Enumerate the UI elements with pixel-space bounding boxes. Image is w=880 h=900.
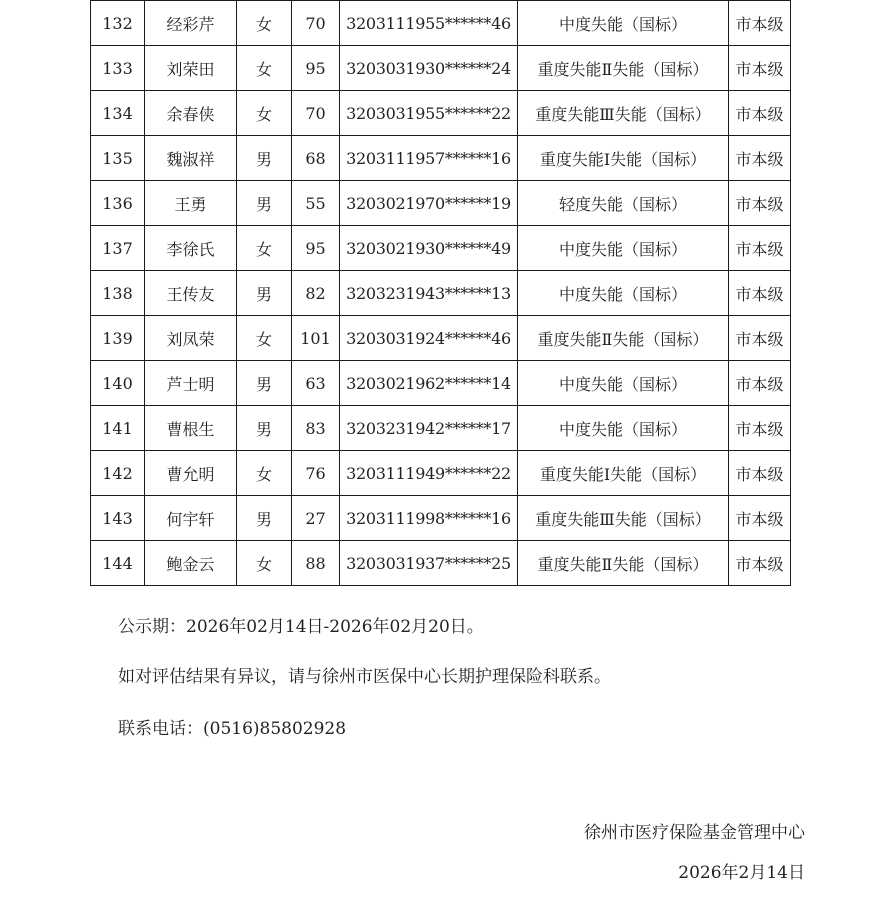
age-cell: 27 bbox=[292, 496, 340, 541]
sex-cell: 女 bbox=[237, 541, 292, 586]
row-number-cell: 138 bbox=[91, 271, 145, 316]
region-cell: 市本级 bbox=[729, 226, 791, 271]
id-number-cell: 3203021930******49 bbox=[340, 226, 518, 271]
row-number-cell: 137 bbox=[91, 226, 145, 271]
age-cell: 101 bbox=[292, 316, 340, 361]
table-row bbox=[91, 271, 791, 316]
id-number-cell: 3203111955******46 bbox=[340, 1, 518, 46]
region-cell: 市本级 bbox=[729, 361, 791, 406]
sex-cell: 女 bbox=[237, 226, 292, 271]
disability-level-cell: 中度失能（国标） bbox=[518, 406, 729, 451]
table-row bbox=[91, 46, 791, 91]
disability-level-cell: 重度失能Ⅲ失能（国标） bbox=[518, 91, 729, 136]
name-cell: 魏淑祥 bbox=[145, 136, 237, 181]
name-cell: 曹根生 bbox=[145, 406, 237, 451]
disability-level-cell: 重度失能Ⅰ失能（国标） bbox=[518, 451, 729, 496]
sex-cell: 男 bbox=[237, 181, 292, 226]
age-cell: 76 bbox=[292, 451, 340, 496]
id-number-cell: 3203231943******13 bbox=[340, 271, 518, 316]
age-cell: 88 bbox=[292, 541, 340, 586]
table-row bbox=[91, 181, 791, 226]
age-cell: 55 bbox=[292, 181, 340, 226]
name-cell: 李徐氏 bbox=[145, 226, 237, 271]
name-cell: 芦士明 bbox=[145, 361, 237, 406]
table-row bbox=[91, 226, 791, 271]
id-number-cell: 3203031930******24 bbox=[340, 46, 518, 91]
notice-period: 公示期：2026年02月14日-2026年02月20日。 bbox=[118, 617, 484, 637]
name-cell: 王勇 bbox=[145, 181, 237, 226]
disability-level-cell: 重度失能Ⅱ失能（国标） bbox=[518, 316, 729, 361]
table-row bbox=[91, 1, 791, 46]
row-number-cell: 143 bbox=[91, 496, 145, 541]
sex-cell: 女 bbox=[237, 316, 292, 361]
age-cell: 83 bbox=[292, 406, 340, 451]
signature-date: 2026年2月14日 bbox=[678, 863, 805, 883]
id-number-cell: 3203031955******22 bbox=[340, 91, 518, 136]
assessment-table-wrap bbox=[90, 0, 791, 586]
age-cell: 63 bbox=[292, 361, 340, 406]
id-number-cell: 3203111949******22 bbox=[340, 451, 518, 496]
region-cell: 市本级 bbox=[729, 451, 791, 496]
notice-phone: 联系电话：(0516)85802928 bbox=[118, 719, 347, 739]
id-number-cell: 3203021962******14 bbox=[340, 361, 518, 406]
row-number-cell: 139 bbox=[91, 316, 145, 361]
sex-cell: 男 bbox=[237, 406, 292, 451]
age-cell: 70 bbox=[292, 91, 340, 136]
row-number-cell: 140 bbox=[91, 361, 145, 406]
region-cell: 市本级 bbox=[729, 91, 791, 136]
name-cell: 王传友 bbox=[145, 271, 237, 316]
disability-level-cell: 轻度失能（国标） bbox=[518, 181, 729, 226]
sex-cell: 女 bbox=[237, 91, 292, 136]
row-number-cell: 141 bbox=[91, 406, 145, 451]
sex-cell: 女 bbox=[237, 46, 292, 91]
disability-level-cell: 中度失能（国标） bbox=[518, 361, 729, 406]
age-cell: 68 bbox=[292, 136, 340, 181]
row-number-cell: 134 bbox=[91, 91, 145, 136]
table-row bbox=[91, 406, 791, 451]
sex-cell: 男 bbox=[237, 361, 292, 406]
region-cell: 市本级 bbox=[729, 541, 791, 586]
region-cell: 市本级 bbox=[729, 46, 791, 91]
region-cell: 市本级 bbox=[729, 316, 791, 361]
notice-objection: 如对评估结果有异议，请与徐州市医保中心长期护理保险科联系。 bbox=[118, 667, 611, 687]
row-number-cell: 136 bbox=[91, 181, 145, 226]
id-number-cell: 3203031924******46 bbox=[340, 316, 518, 361]
name-cell: 余春侠 bbox=[145, 91, 237, 136]
name-cell: 何宇轩 bbox=[145, 496, 237, 541]
table-body bbox=[91, 1, 791, 586]
name-cell: 刘荣田 bbox=[145, 46, 237, 91]
id-number-cell: 3203111957******16 bbox=[340, 136, 518, 181]
id-number-cell: 3203031937******25 bbox=[340, 541, 518, 586]
id-number-cell: 3203021970******19 bbox=[340, 181, 518, 226]
region-cell: 市本级 bbox=[729, 406, 791, 451]
name-cell: 鲍金云 bbox=[145, 541, 237, 586]
sex-cell: 女 bbox=[237, 1, 292, 46]
age-cell: 82 bbox=[292, 271, 340, 316]
disability-level-cell: 中度失能（国标） bbox=[518, 271, 729, 316]
disability-level-cell: 重度失能Ⅲ失能（国标） bbox=[518, 496, 729, 541]
age-cell: 70 bbox=[292, 1, 340, 46]
sex-cell: 男 bbox=[237, 271, 292, 316]
sex-cell: 男 bbox=[237, 136, 292, 181]
disability-level-cell: 重度失能Ⅱ失能（国标） bbox=[518, 541, 729, 586]
id-number-cell: 3203231942******17 bbox=[340, 406, 518, 451]
table-row bbox=[91, 361, 791, 406]
table-row bbox=[91, 541, 791, 586]
disability-level-cell: 中度失能（国标） bbox=[518, 226, 729, 271]
region-cell: 市本级 bbox=[729, 181, 791, 226]
region-cell: 市本级 bbox=[729, 271, 791, 316]
age-cell: 95 bbox=[292, 226, 340, 271]
region-cell: 市本级 bbox=[729, 496, 791, 541]
table-row bbox=[91, 91, 791, 136]
row-number-cell: 133 bbox=[91, 46, 145, 91]
disability-level-cell: 重度失能Ⅱ失能（国标） bbox=[518, 46, 729, 91]
row-number-cell: 132 bbox=[91, 1, 145, 46]
sex-cell: 男 bbox=[237, 496, 292, 541]
disability-level-cell: 中度失能（国标） bbox=[518, 1, 729, 46]
id-number-cell: 3203111998******16 bbox=[340, 496, 518, 541]
assessment-table bbox=[90, 0, 791, 586]
row-number-cell: 135 bbox=[91, 136, 145, 181]
name-cell: 经彩芹 bbox=[145, 1, 237, 46]
row-number-cell: 142 bbox=[91, 451, 145, 496]
table-row bbox=[91, 496, 791, 541]
row-number-cell: 144 bbox=[91, 541, 145, 586]
name-cell: 刘凤荣 bbox=[145, 316, 237, 361]
table-row bbox=[91, 451, 791, 496]
disability-level-cell: 重度失能Ⅰ失能（国标） bbox=[518, 136, 729, 181]
region-cell: 市本级 bbox=[729, 136, 791, 181]
table-row bbox=[91, 136, 791, 181]
signature-org: 徐州市医疗保险基金管理中心 bbox=[584, 823, 805, 843]
table-row bbox=[91, 316, 791, 361]
sex-cell: 女 bbox=[237, 451, 292, 496]
name-cell: 曹允明 bbox=[145, 451, 237, 496]
region-cell: 市本级 bbox=[729, 1, 791, 46]
age-cell: 95 bbox=[292, 46, 340, 91]
